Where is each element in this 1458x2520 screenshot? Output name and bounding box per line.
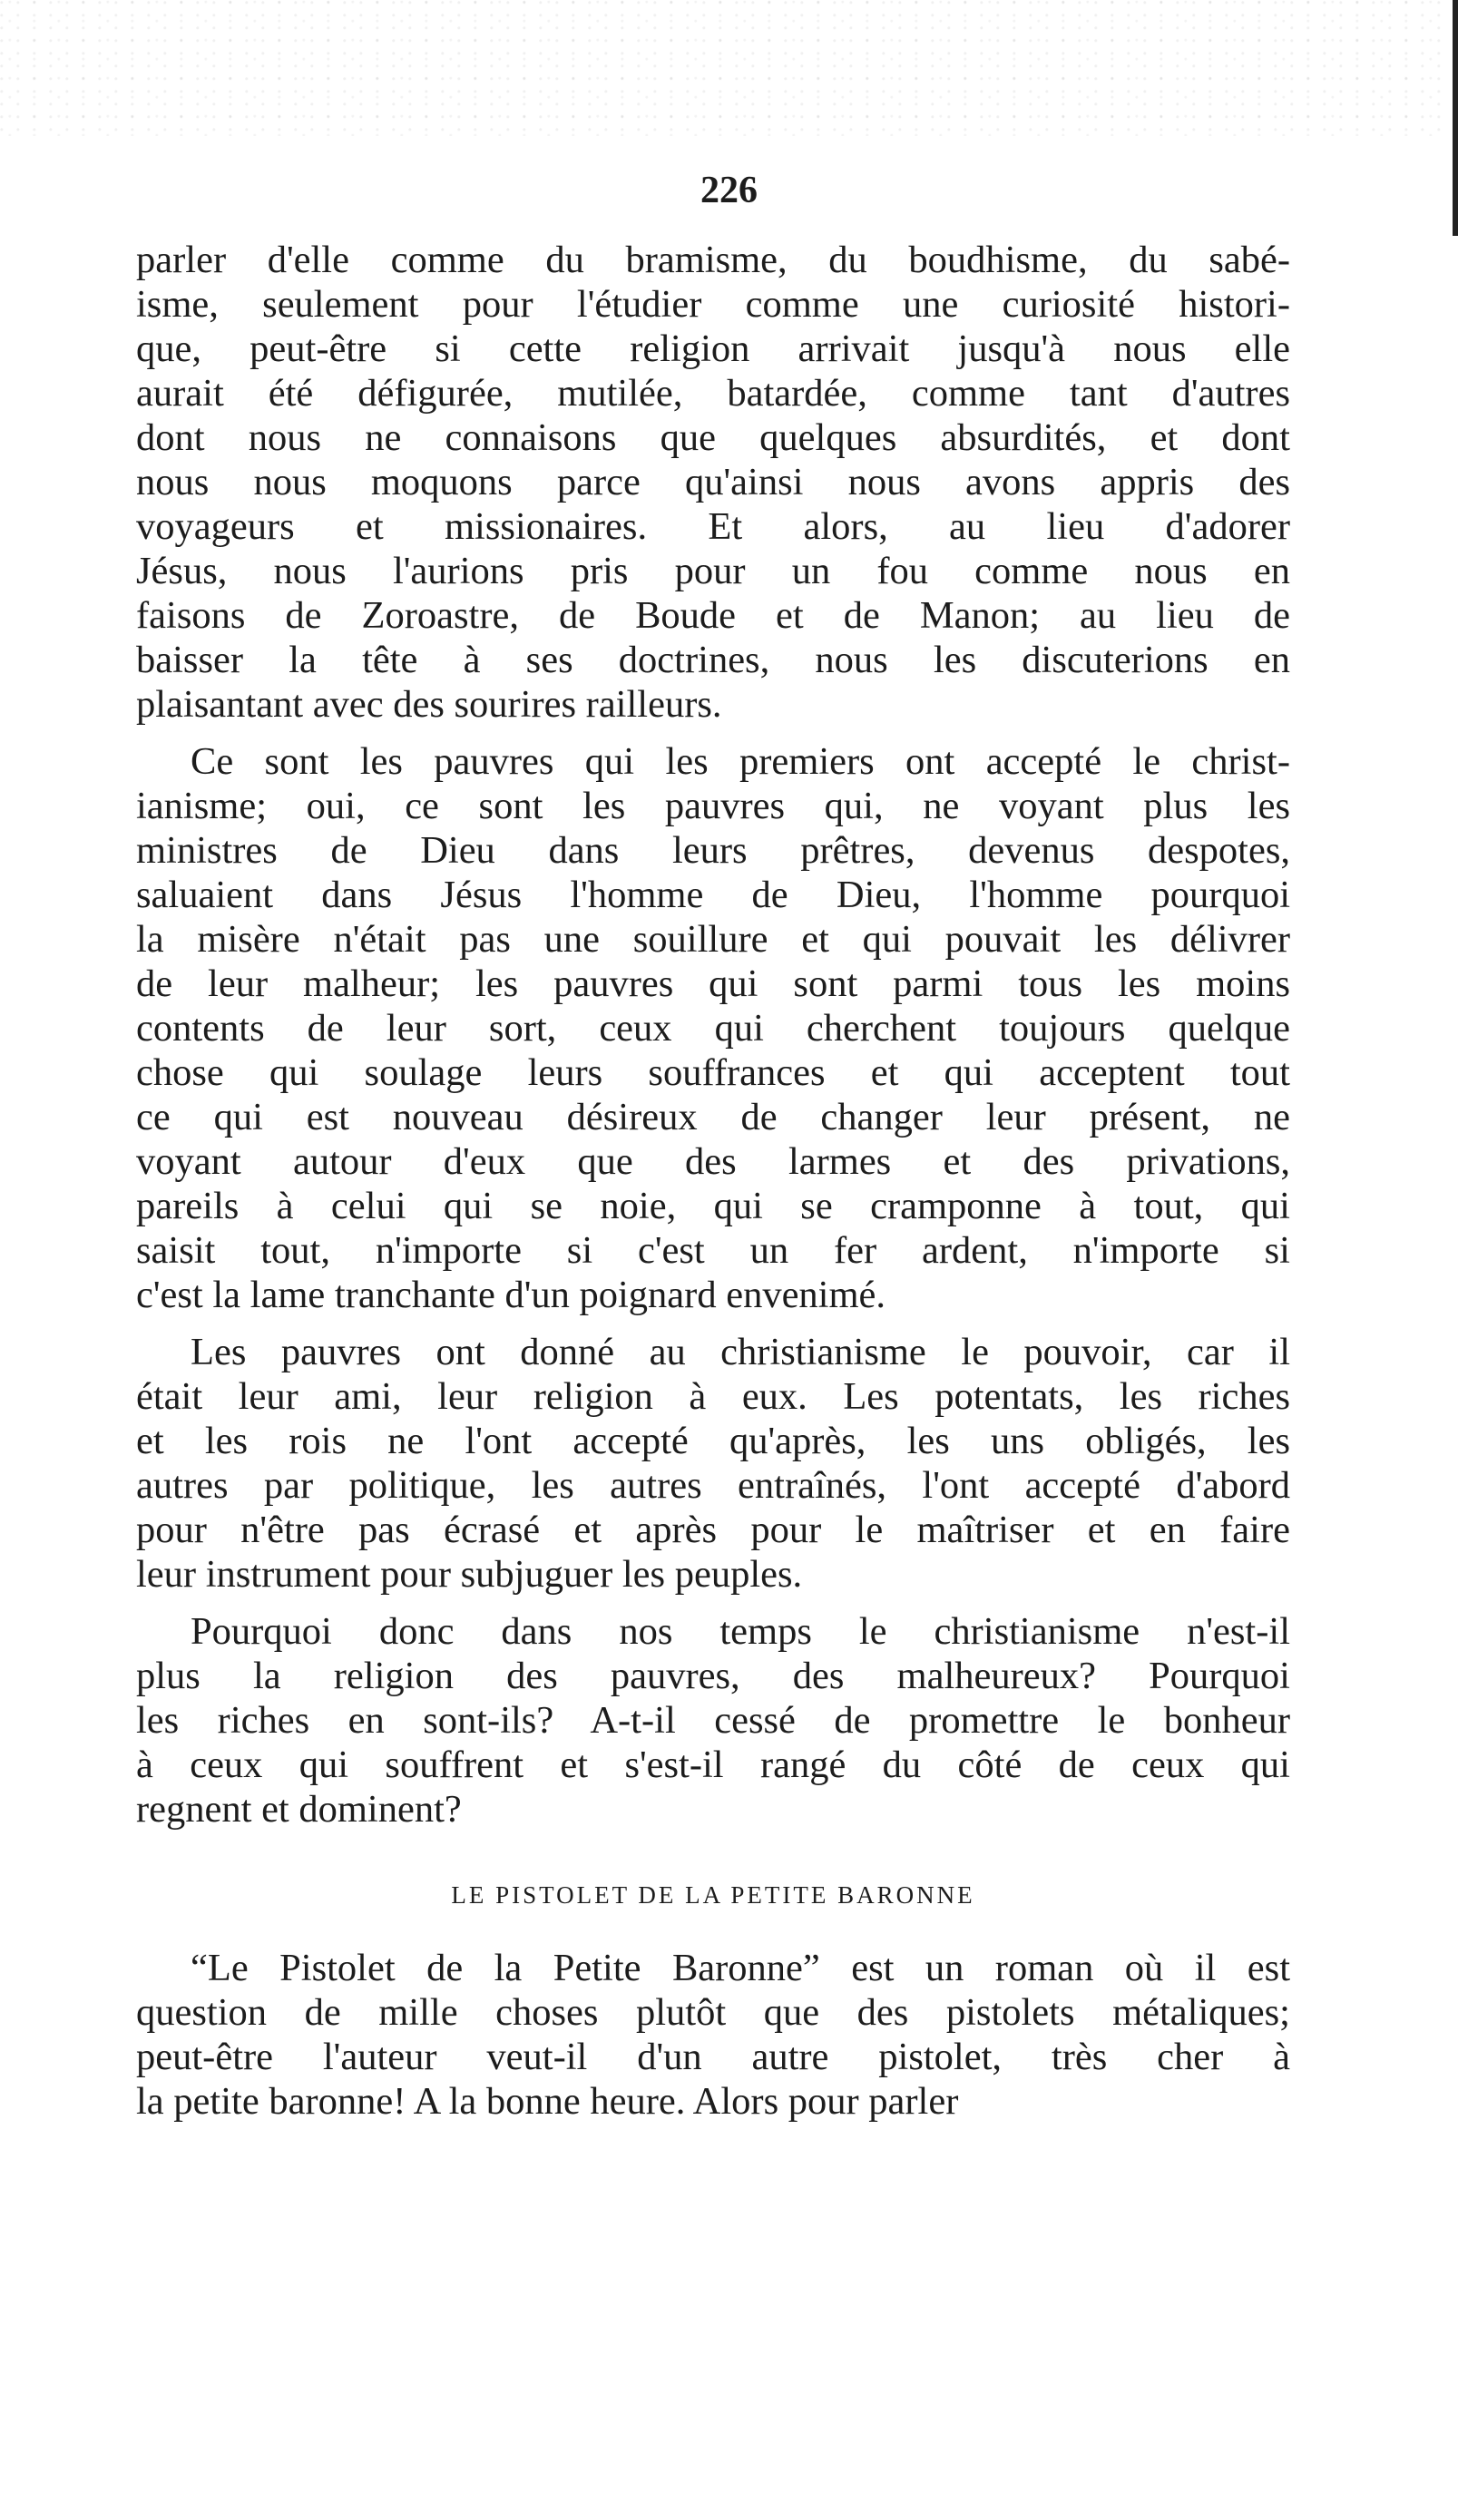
text-line: isme, seulement pour l'étudier comme une curiosité histori-	[136, 283, 1290, 326]
text-line: baisser la tête à ses doctrines, nous les discuterions en	[136, 639, 1290, 681]
text-line: Pourquoi donc dans nos temps le christianisme n'est-il	[191, 1610, 1290, 1653]
text-line: de leur malheur; les pauvres qui sont parmi tous les moins	[136, 962, 1290, 1005]
text-line: dont nous ne connaisons que quelques absurdités, et dont	[136, 416, 1290, 459]
text-line: pour n'être pas écrasé et après pour le maîtriser et en faire	[136, 1509, 1290, 1551]
section-heading: LE PISTOLET DE LA PETITE BARONNE	[451, 1881, 975, 1909]
text-line: regnent et dominent?	[136, 1788, 462, 1831]
text-line: les riches en sont-ils? A-t-il cessé de promettre le bonheur	[136, 1699, 1290, 1742]
text-line: pareils à celui qui se noie, qui se cramponne à tout, qui	[136, 1185, 1290, 1227]
text-line: faisons de Zoroastre, de Boude et de Manon; au lieu de	[136, 594, 1290, 637]
text-line: que, peut-être si cette religion arrivait jusqu'à nous elle	[136, 327, 1290, 370]
text-line: leur instrument pour subjuguer les peuples.	[136, 1553, 803, 1596]
text-line: saisit tout, n'importe si c'est un fer ardent, n'importe si	[136, 1229, 1290, 1272]
text-line: voyant autour d'eux que des larmes et des privations,	[136, 1140, 1290, 1183]
paragraph	[136, 1609, 1290, 1831]
paragraph	[136, 1946, 1290, 2124]
section-paragraph-container	[136, 1946, 1290, 2124]
text-line: ianisme; oui, ce sont les pauvres qui, ne voyant plus les	[136, 785, 1290, 827]
text-line: contents de leur sort, ceux qui cherchent toujours quelque	[136, 1007, 1290, 1050]
text-line: aurait été défigurée, mutilée, batardée, comme tant d'autres	[136, 372, 1290, 415]
paragraph	[136, 739, 1290, 1317]
paragraphs-container	[136, 238, 1290, 1831]
text-line: ministres de Dieu dans leurs prêtres, devenus despotes,	[136, 829, 1290, 872]
text-body	[136, 238, 1290, 2136]
text-line: saluaient dans Jésus l'homme de Dieu, l'homme pourquoi	[136, 874, 1290, 916]
text-line: ce qui est nouveau désireux de changer leur présent, ne	[136, 1096, 1290, 1138]
text-line: parler d'elle comme du bramisme, du boudhisme, du sabé-	[136, 239, 1290, 281]
paragraph	[136, 238, 1290, 727]
text-line: était leur ami, leur religion à eux. Les potentats, les riches	[136, 1375, 1290, 1418]
text-line: Ce sont les pauvres qui les premiers ont accepté le christ-	[191, 740, 1290, 783]
text-line: autres par politique, les autres entraînés, l'ont accepté d'abord	[136, 1464, 1290, 1507]
text-line: plaisantant avec des sourires railleurs.	[136, 683, 722, 726]
paragraph	[136, 1330, 1290, 1597]
text-line: Les pauvres ont donné au christianisme le pouvoir, car il	[191, 1331, 1290, 1373]
text-line: question de mille choses plutôt que des pistolets métaliques;	[136, 1991, 1290, 2034]
text-line: nous nous moquons parce qu'ainsi nous avons appris des	[136, 461, 1290, 503]
text-line: la misère n'était pas une souillure et qui pouvait les délivrer	[136, 918, 1290, 961]
page-number: 226	[700, 170, 758, 211]
text-line: plus la religion des pauvres, des malheureux? Pourquoi	[136, 1655, 1290, 1697]
text-line: la petite baronne! A la bonne heure. Alors pour parler	[136, 2080, 959, 2123]
text-line: à ceux qui souffrent et s'est-il rangé du côté de ceux qui	[136, 1743, 1290, 1786]
text-line: “Le Pistolet de la Petite Baronne” est un roman où il est	[191, 1947, 1290, 1989]
text-line: c'est la lame tranchante d'un poignard envenimé.	[136, 1274, 886, 1316]
text-line: et les rois ne l'ont accepté qu'après, les uns obligés, les	[136, 1420, 1290, 1462]
text-line: voyageurs et missionaires. Et alors, au lieu d'adorer	[136, 505, 1290, 548]
text-line: peut-être l'auteur veut-il d'un autre pistolet, très cher à	[136, 2036, 1290, 2078]
text-line: chose qui soulage leurs souffrances et qui acceptent tout	[136, 1051, 1290, 1094]
scan-noise	[0, 0, 1458, 136]
text-line: Jésus, nous l'aurions pris pour un fou comme nous en	[136, 550, 1290, 592]
